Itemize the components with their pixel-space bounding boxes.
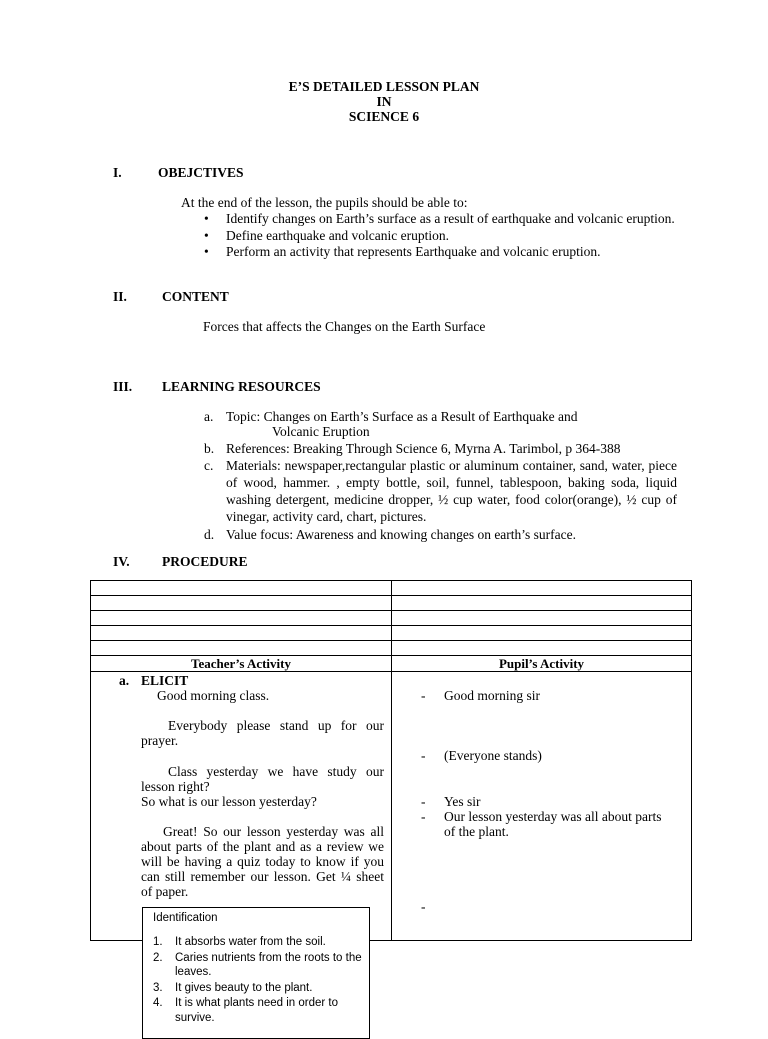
table-row bbox=[91, 641, 692, 656]
list-item: 3. It gives beauty to the plant. bbox=[153, 981, 313, 994]
resource-item: d. Value focus: Awareness and knowing changes on earth’s surface. bbox=[204, 527, 577, 542]
pupil-stands: (Everyone stands) bbox=[444, 748, 542, 763]
pupil-yes: Yes sir bbox=[444, 794, 481, 809]
identification-quiz-box bbox=[142, 907, 370, 1039]
teacher-prayer: Everybody please stand up for our prayer. bbox=[141, 718, 384, 748]
table-row bbox=[91, 596, 692, 611]
identification-title: Identification bbox=[153, 912, 218, 924]
procedure-table bbox=[90, 580, 692, 941]
table-row bbox=[91, 672, 692, 941]
resource-item: b. References: Breaking Through Science 6, Myrna A. Tarimbol, p 364-388 bbox=[204, 441, 621, 456]
elicit-title: ELICIT bbox=[141, 673, 189, 688]
dash-bullet: - bbox=[421, 748, 426, 763]
teacher-activity-cell bbox=[91, 672, 392, 941]
dash-bullet: - bbox=[421, 899, 426, 914]
dash-bullet: - bbox=[421, 688, 426, 703]
resource-item: a. Topic: Changes on Earth’s Surface as a Result of Earthquake and Volcanic Eruption bbox=[204, 409, 578, 439]
teacher-greeting: Good morning class. bbox=[157, 688, 270, 703]
pupil-answer: Our lesson yesterday was all about parts of the plant. bbox=[444, 809, 662, 839]
objectives-list bbox=[204, 211, 681, 260]
resources-number: III. bbox=[113, 379, 133, 394]
lesson-plan-title-in: IN bbox=[376, 94, 392, 109]
list-item: 4. It is what plants need in order to survive. bbox=[153, 997, 339, 1024]
lesson-plan-subject: SCIENCE 6 bbox=[348, 109, 420, 124]
dash-bullet: - bbox=[421, 794, 426, 809]
pupil-activity-cell bbox=[392, 672, 692, 941]
procedure-number: IV. bbox=[113, 554, 130, 569]
lesson-plan-title: E’S DETAILED LESSON PLAN bbox=[288, 79, 480, 94]
teacher-question: So what is our lesson yesterday? bbox=[141, 794, 317, 809]
procedure-heading: PROCEDURE bbox=[162, 554, 248, 569]
identification-list bbox=[153, 935, 363, 1025]
resources-heading: LEARNING RESOURCES bbox=[162, 379, 321, 394]
objective-item: • Perform an activity that represents Earthquake and volcanic eruption. bbox=[204, 244, 601, 259]
table-row bbox=[91, 611, 692, 626]
content-text: Forces that affects the Changes on the Earth Surface bbox=[203, 319, 486, 334]
resources-list bbox=[204, 409, 677, 543]
objective-item: • Identify changes on Earth’s surface as a result of earthquake and volcanic eruption. bbox=[204, 211, 675, 226]
objectives-heading: OBEJCTIVES bbox=[158, 165, 244, 180]
content-number: II. bbox=[113, 289, 127, 304]
list-item: 2. Caries nutrients from the roots to the leaves. bbox=[153, 951, 362, 978]
objective-item: • Define earthquake and volcanic eruption. bbox=[204, 227, 450, 243]
table-row bbox=[91, 581, 692, 596]
dash-bullet: - bbox=[421, 809, 426, 824]
teacher-yesterday: Class yesterday we have study our lesson right? bbox=[141, 764, 384, 794]
content-heading: CONTENT bbox=[162, 289, 229, 304]
objectives-intro: At the end of the lesson, the pupils should be able to: bbox=[181, 195, 468, 210]
pupil-greeting: Good morning sir bbox=[444, 688, 540, 703]
teacher-quiz-instruction: Great! So our lesson yesterday was all about parts of the plant and as a review we will be having a quiz today to know if you can still remember our lesson. Get ¼ sheet of paper. bbox=[141, 824, 384, 899]
table-row bbox=[91, 626, 692, 641]
list-item: 1. It absorbs water from the soil. bbox=[153, 936, 326, 948]
table-header-row bbox=[91, 656, 692, 672]
objectives-number: I. bbox=[113, 165, 122, 180]
elicit-label: a. bbox=[119, 673, 130, 688]
teacher-activity-header: Teacher’s Activity bbox=[91, 656, 392, 672]
resource-item: c. Materials: newspaper,rectangular plastic or aluminum container, sand, water, piece of wood, hammer. , empty bottle, soil, funnel, tablespoon, baking soda, liquid washing detergent, medicine dropper, ½ cup water, food color(orange), ½ cup of vinegar, activity card, chart, pictures. bbox=[204, 458, 677, 524]
pupil-activity-header: Pupil’s Activity bbox=[392, 656, 692, 672]
